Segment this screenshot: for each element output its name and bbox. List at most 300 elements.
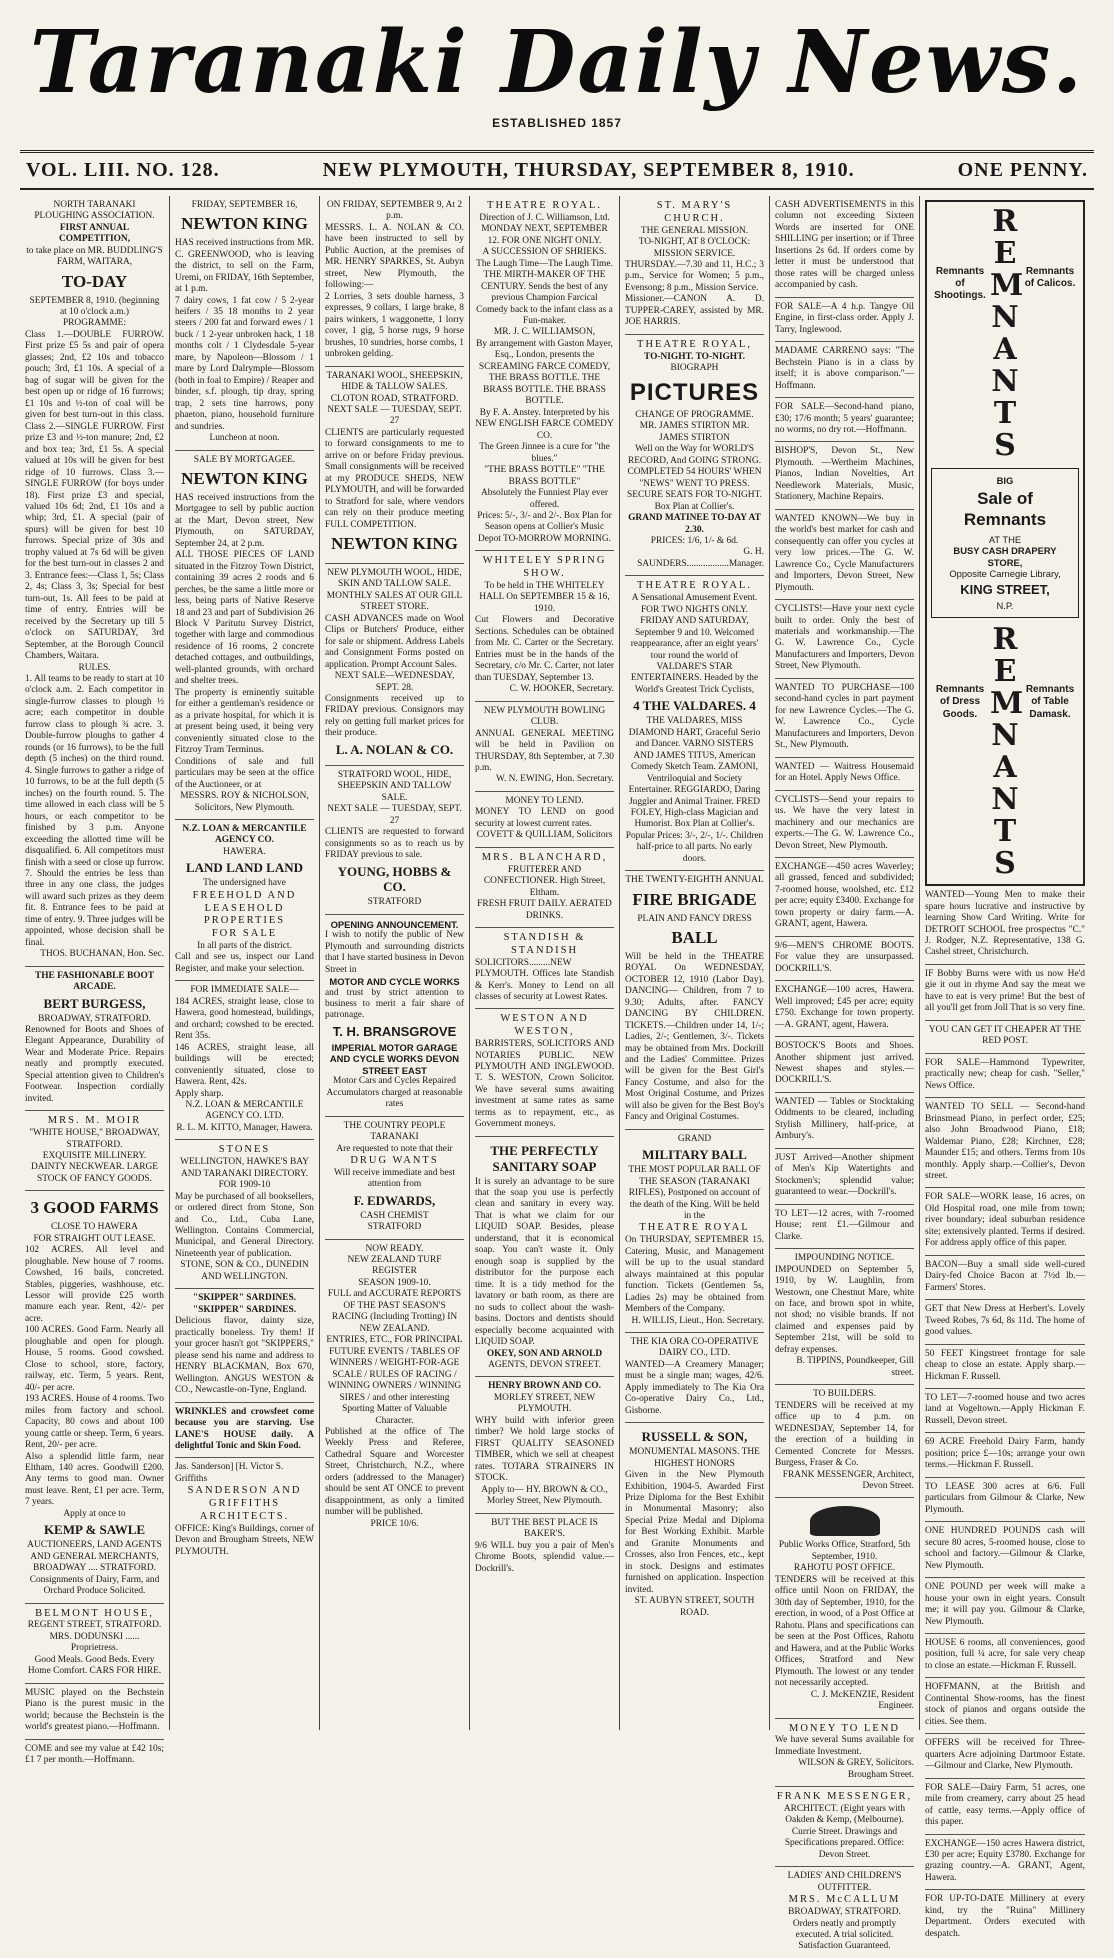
ad-title: THE BRASS BOTTLE. THE BRASS BOTTLE. THE BRASS BOTTLE. — [483, 373, 606, 407]
remnants-dress-goods: Remnants of Dress Goods. — [935, 684, 985, 720]
classified-ad: 9/6—MEN'S CHROME BOOTS. For value they are unsurpassed. DOCKRILL'S. — [775, 937, 914, 981]
architects-ad — [175, 1458, 314, 1563]
builders-tender-ad — [775, 1385, 914, 1498]
ad-date: FRIDAY, SEPTEMBER 16, — [191, 200, 298, 210]
ad-apply: Apply to— HY. BROWN & CO., Morley Street, New Plymouth. — [481, 1484, 608, 1507]
ad-programme: PROGRAMME: — [62, 318, 127, 329]
standish-ad — [475, 928, 614, 1009]
ad-heading: THE TWENTY-EIGHTH ANNUAL — [625, 875, 764, 886]
ad-body-3: Missioner.—CANON A. D. TUPPER-CAREY, assisted by MR. JOE HARRIS. — [625, 294, 764, 328]
ad-address: ST. AUBYN STREET, SOUTH ROAD. — [634, 1596, 755, 1618]
ad-body-2: Will receive immediate and best attention from — [334, 1167, 455, 1190]
classified-ad: FOR SALE—Second-hand piano, £30; 17/6 month; 5 years' guarantee; no worms, no dry rot.—Hoffmann. — [775, 398, 914, 442]
ad-subheading: TARANAKI — [370, 1132, 419, 1143]
ad-body: On THURSDAY, SEPTEMBER 15. Catering, Music, and Management will be up to the usual standard always maintained at this popular function. Tickets (Gentlemen 5s, Ladies 2s) may be obtained from Members of the Company. — [625, 1235, 764, 1315]
ad-rules-heading: RULES. — [78, 662, 111, 673]
remnants-bottom — [931, 624, 1079, 880]
ad-heading: Public Works Office, Stratford, 5th September, 1910. — [778, 1540, 911, 1562]
piano-ad: MUSIC played on the Bechstein Piano is the purest music in the world; because the Bechstein is the world's greatest piano.—Hoffmann. — [25, 1684, 164, 1740]
column-1 — [20, 196, 170, 1766]
ad-title: NEW ZEALAND TURF REGISTER — [347, 1254, 442, 1277]
ad-list: 7 dairy cows, 1 fat cow / 5 2-year heifers / 35 18 months to 2 year steers / 200 fat and forward ewes / 1 buck / 1 2-year unbroken hack, 1 18 months colt / 1 Clydesdale 5-year mare, by Napoleon—Blossom / 1 mare by Lord Dalrymple—Blossom (both in foal to Empire) / Reaper and binder, s.f. plough, tip dray, spring trap, 2 sets tine harrows, pony phaeton, piano, household furniture and sundries. — [175, 295, 314, 432]
ad-heading: "SKIPPER" SARDINES. "SKIPPER" SARDINES. — [192, 1293, 297, 1315]
farm-listing: 193 ACRES. House of 4 rooms. Two miles from factory and school. Capacity, 80 cows and about 100 young cattle or sheep. Term, 6 years. Rent, 20/- per acre. — [25, 1394, 164, 1451]
boot-arcade-ad — [25, 967, 164, 1112]
ad-body: It is surely an advantage to be sure that the soap you use is perfectly clean and sanitary in every way. That is what we claim for our LIQUID SOAP. Besides, please understand, that it is economical soap. You can't waste it. Only enough soap is supplied by the distributor for the purpose each time. It is a tidy method for the lavatory or bath room, as there are no suds to collect about the wash-basins. Doctors and dentists should especially become acquainted with LIQUID SOAP. — [475, 1176, 614, 1348]
newton-king-sale-ad — [175, 196, 314, 451]
classified-ad: WANTED — Waitress Housemaid for an Hotel. Apply News Office. — [775, 758, 914, 791]
ad-body: Delicious flavor, dainty size, practically boneless. Try them! If your grocer hasn't got "SKIPPERS," please send his name and address to HENRY BLACKMAN, Box 670, Wellington. ANGUS WESTON & CO., Newcastle-on-Tyne, England. — [175, 1316, 314, 1396]
ad-body: Are requested to note that their — [336, 1143, 453, 1154]
ad-presenter: MR. J. C. WILLIAMSON, — [493, 327, 596, 338]
ad-title: CASH CHEMIST — [360, 1210, 429, 1221]
ad-address: "WHITE HOUSE," BROADWAY, STRATFORD. — [29, 1128, 160, 1150]
ad-manager: R. L. M. KITTO, Manager, Hawera. — [176, 1122, 313, 1133]
ad-body: IMPOUNDED on September 5, 1910, by W. Laughlin, from Westown, one Chestnut Mare, white on face, and brown spot in white, not shod; no visible brands. If not claimed and expenses paid by September 21st, will be sold to defray expenses. — [775, 1264, 914, 1355]
ad-note: Luncheon at noon. — [209, 433, 280, 444]
place-date: NEW PLYMOUTH, THURSDAY, SEPTEMBER 8, 1910. — [322, 159, 855, 181]
classified-ad: JUST Arrived—Another shipment of Men's Kip Watertights and Stockmen's; splendid value; guaranteed to wear.—Dockrill's. — [775, 1149, 914, 1205]
ad-prices: PRICES: 1/6, 1/- & 6d. — [650, 535, 739, 546]
classified-notice: CASH ADVERTISEMENTS in this column not exceeding Sixteen Words are inserted for ONE SHILLING per insertion; or if Three Insertions 2s 6d. If orders come by letter it must be understood that those rates will be charged unless accompanied by cash. — [775, 196, 914, 298]
ad-body: Renowned for Boots and Shoes of Elegant Appearance, Durability of Wear and Moderate Price. Repairs neatly and promptly executed. Special attention given to Children's Footwear. Inspection cordially invited. — [25, 1025, 164, 1104]
column-3 — [320, 196, 470, 1730]
sale-store: BUSY CASH DRAPERY STORE, — [953, 545, 1057, 568]
ad-name: NEWTON KING — [331, 534, 458, 554]
ad-heading: IMPOUNDING NOTICE. — [794, 1253, 895, 1264]
ad-name: T. H. BRANSGROVE — [332, 1023, 457, 1039]
remnants-table-damask: Remnants of Table Damask. — [1025, 684, 1075, 720]
ad-heading: THE KIA ORA CO-OPERATIVE DAIRY CO., LTD. — [630, 1337, 759, 1359]
ad-body-3: The Green Jinnee is a cure for "the blues." — [479, 442, 610, 464]
ad-body: Given in the New Plymouth Exhibition, 1904-5. Awarded First Prize Diploma for the Best Exhibit in Monumental Masonry; also Special Prize Medal and Diploma for Best Working Exhibit. Marble and Granite Monuments and Crosses, also Iron Fences, etc., kept in stock. Designs and estimates furnished on application. Inspection invited. — [625, 1470, 764, 1595]
ad-heading: STRATFORD WOOL, HIDE, SHEEPSKIN AND TALLOW SALE. — [337, 769, 452, 803]
classified-ad: 69 ACRE Freehold Dairy Farm, handy position; price £—10s; arrange your own terms.—Hickman F. Russell. — [925, 1433, 1085, 1477]
ad-season: SEASON 1909-10. — [358, 1277, 431, 1288]
ad-venue: to take place on MR. BUDDLING'S FARM, WAITARA, — [26, 245, 163, 268]
ad-heading: LADIES' AND CHILDREN'S OUTFITTER. — [787, 1871, 902, 1893]
taranaki-wool-ad — [325, 367, 464, 564]
ad-signature: C. W. HOOKER, Secretary. — [509, 684, 614, 695]
classified-ad: FOR SALE—Dairy Farm, 51 acres, one mile from creamery, carry about 25 head of cattle, easy terms.—Apply office of this paper. — [925, 1779, 1085, 1835]
remnants-vertical-top: R E M N A N T S — [990, 204, 1024, 463]
classified-ad: WANTED—Young Men to make their spare hours lucrative and instructive by learning Show Card Writing. Write for DETROIT SCHOOL free prospectus "C." J. Rodger, N.Z. Representative, 138 G. Cashel street, Christchurch. — [925, 886, 1085, 965]
chemist-ad — [325, 1117, 464, 1240]
belmont-house-ad — [25, 1604, 164, 1684]
ad-firm: COVETT & QUILLIAM, Solicitors — [476, 830, 613, 841]
ad-firm: OKEY, SON AND ARNOLD — [486, 1348, 603, 1359]
ad-signature: G. H. SAUNDERS..................Manager. — [637, 547, 764, 569]
ad-body: HAS received instructions from the Mortgagee to sell by public auction at the Mart, Devon street, New Plymouth, on SATURDAY, September 24, at 2 p.m. — [175, 492, 314, 549]
ad-note: Consignments of Dairy, Farm, and Orchard Produce Solicited. — [29, 1574, 160, 1597]
ad-name: FRANK MESSENGER, — [776, 1791, 913, 1803]
ad-body: Class 1.—DOUBLE FURROW. First prize £5 5s and pair of opera glasses; 2nd, £2 10s and tobacco pouch; 3rd, £1 10s. A special of a bag of sugar will be given for the best open up or ridge of 16 furrows; £1 10s and ½-ton of coal will be given for best turn-out in this class. Class 2.—SINGLE FURROW. First prize £3 and ½-ton manure; 2nd, £2 and box tea; 3rd, £1 5s. A special valued at 10s will be given for best ridge of 10 furrows. Class 3.—SINGLE FURROW (for boys under 18). First prize £3 and special, valued 10s 6d; 2nd, £1 10s and a whip; 3rd, £1. A special (pair of spurs) will be given for best 10 furrows. Special prize of 30s and trophy valued at 7s 6d will be given for the best turn-out in classes 2 and 3. Entrance fees:—Class 1, 5s; Class 2, 4s; Class 3, 3s; Special for best turn-out, 1s. All fees to be paid at time of entry. Entries will be received by the Secretary up till 5 o'clock on SATURDAY, 3rd September, at the Borough Council Chambers, Waitara. — [25, 329, 164, 662]
ad-body: CASH ADVANCES made on Wool Clips or Butchers' Produce, either for sale or shipment. Address Labels and Consignment Forms posted on application. Prompt Account Sales. — [325, 613, 464, 670]
theatre-royal-pictures-ad — [625, 335, 764, 577]
ad-body: 9/6 WILL buy you a pair of Men's Chrome Boots, splendid value.—Dockrill's. — [475, 1540, 614, 1574]
ad-heading: ST. MARY'S CHURCH. — [656, 200, 733, 224]
ad-heading: THEATRE ROYAL, — [637, 338, 752, 350]
money-to-lend-ad-2 — [775, 1719, 914, 1788]
ad-title: MILITARY BALL — [642, 1147, 747, 1163]
ad-heading: STANDISH & STANDISH — [503, 931, 586, 956]
sardines-ad — [175, 1289, 314, 1402]
classified-ad: TO LET—7-roomed house and two acres land at Vogeltown.—Apply Hickman F. Russell, Devon street. — [925, 1389, 1085, 1433]
ad-signature: FRANK MESSENGER, Architect, Devon Street. — [782, 1469, 914, 1491]
ad-body-4: Absolutely the Funniest Play ever offered. — [480, 488, 609, 510]
impounding-notice — [775, 1249, 914, 1385]
classified-ad: 50 FEET Kingstreet frontage for sale cheap to close an estate. Apply sharp.—Hickman F. Russell. — [925, 1345, 1085, 1389]
ad-list: ENTRIES, ETC., FOR PRINCIPAL FUTURE EVENTS / TABLES OF WINNERS / WEIGHT-FOR-AGE SCALE / RULES OF RACING / WINNING OWNERS / WINNING SIRES / and other interesting Sporting Matter of Valuable Character. — [326, 1335, 463, 1426]
classified-ad: ONE HUNDRED POUNDS cash will secure 80 acres, 5-roomed house, close to school and factory.—Gilmour & Clarke, New Plymouth. — [925, 1522, 1085, 1578]
weston-ad — [475, 1009, 614, 1136]
wrinkles-ad: WRINKLES and crowsfeet come because you are starving. Use LANE'S HOUSE daily. A delightful Tonic and Skin Food. — [175, 1403, 314, 1459]
classified-ad: IF Bobby Burns were with us now He'd gie it out in rhyme And say the meat we have to eat is very prime! But the best of all you'll get from Joll That is so very fine. — [925, 965, 1085, 1021]
ad-heading: N.Z. LOAN & MERCANTILE AGENCY CO. — [182, 823, 307, 846]
ad-subheading: WELLINGTON, HAWKE'S BAY AND TARANAKI DIRECTORY. FOR 1909-10 — [180, 1157, 309, 1191]
ad-name: RUSSELL & SON, — [641, 1429, 748, 1445]
loan-agency-ad — [175, 820, 314, 981]
classified-ad: FOR SALE—Hammond Typewriter, practically new; cheap for cash. "Seller," News Office. — [925, 1054, 1085, 1098]
bowling-club-ad — [475, 702, 614, 792]
sale-street: KING STREET, — [960, 581, 1050, 597]
ad-signature: B. TIPPINS, Poundkeeper, Gill street. — [796, 1356, 914, 1378]
ad-body-2: THE VALDARES, MISS DIAMOND HART, Graceful Serio and Dancer. VARNO SISTERS AND JAMES TITUS, American Comedy Sketch Team. ZAMONI, Ventriloquial and Society Entertainer. REGGIARDO, Daring Juggler and Animal Trainer. FRED FOLEY, High-class Magician and Humorist. Box Plan at Collier's. Popular Prices: 3/-, 2/-, 1/-. Children half-price to all parts. No early doors. — [625, 716, 764, 864]
column-4 — [470, 196, 620, 1730]
ad-body: A Sensational Amusement Event. FOR TWO NIGHTS ONLY. FRIDAY AND SATURDAY, September 9 and 10. Welcomed reappearance, after an eight years' tour round the world of VALDARE'S STAR ENTERTAINERS. Headed by the World's Greatest Trick Cyclists, — [630, 593, 759, 695]
ad-date: SEPTEMBER 8, 1910. (beginning at 10 o'clock a.m.) — [29, 295, 160, 318]
ad-body: BARRISTERS, SOLICITORS AND NOTARIES PUBLIC. NEW PLYMOUTH AND INGLEWOOD. T. S. WESTON, Crown Solicitor. We have several sums awaiting investment at same rates as same terms as to repayment, etc., as Government moneys. — [475, 1039, 614, 1130]
ad-firm-details: AUCTIONEERS, LAND AGENTS AND GENERAL MERCHANTS, BROADWAY .... STRATFORD. — [27, 1540, 162, 1574]
ad-title: RAHOTU POST OFFICE. — [793, 1563, 896, 1574]
ad-heading: NOW READY. — [365, 1243, 424, 1254]
ad-body: TENDERS will be received at this office until Noon on FRIDAY, the 30th day of September, 1910, for the erection, in wood, of a Post Office at Rahotu. Plans and specifications can be seen at the Post Offices, Rahotu and Hawera, and at the Public Works Offices, Stratford and New Plymouth. The lowest or any tender not necessarily accepted. — [775, 1574, 914, 1689]
ad-list: 2 Lorries, 3 sets double harness, 3 expresses, 9 collars, 1 large brake, 8 pairs winkers, 1 waggonette, 1 lorry cover, 1 gig, 5 horse rugs, 9 horse brushes, 10 sundries, horse combs, 1 unbroken gelding. — [325, 291, 464, 360]
ad-price: PRICE 10/6. — [370, 1518, 419, 1529]
motor-works-ad — [325, 915, 464, 1117]
ad-works: MOTOR AND CYCLE WORKS — [329, 976, 460, 988]
ad-body-3: The property is eminently suitable for either a gentleman's residence or as a private hospital, for which it is at present being used, it being very conveniently situated close to the Fitzroy Tram Terminus. — [175, 687, 314, 756]
post-office-tender-ad — [775, 1498, 914, 1718]
classified-ad: FOR UP-TO-DATE Millinery at every kind, try the "Ruina" Millinery Department. Orders executed with despatch. — [925, 1894, 1085, 1939]
ad-body-4: Conditions of sale and full particulars may be seen at the office of the Auctioneer, or at — [175, 756, 314, 790]
ad-name: MRS. McCALLUM — [788, 1894, 901, 1906]
classified-ad: TO LEASE 300 acres at 6/6. Full particulars from Gilmour & Clarke, New Plymouth. — [925, 1478, 1085, 1522]
millinery-ad — [25, 1111, 164, 1191]
ad-author: By F. A. Anstey. Interpreted by his NEW ENGLISH FARCE COMEDY CO. — [475, 407, 614, 441]
theatre-royal-brass-bottle-ad — [475, 196, 614, 551]
ad-body-2: Call and see us, inspect our Land Register, and make your selection. — [175, 952, 314, 974]
classified-ad: ONE POUND per week will make a house your own in eight years. Consult me; it will pay you. Gilmour & Clarke, New Plymouth. — [925, 1578, 1085, 1634]
ad-subheading: CLOTON ROAD, STRATFORD. NEXT SALE — TUESDAY, SEPT. 27 — [327, 393, 462, 427]
ad-rules: 1. All teams to be ready to start at 10 o'clock a.m. 2. Each competitor in single-furrow classes to plough ½ acre; each competitor in double furrow class to plough ¾ acre. 3. Double-furrow ploughs to gather 4 rounds (or 16 furrows), to be the full depth (5 inches) on the third round. 4. Single furrows to gather a ridge of 10 furrows, to be at the full depth (5 inches) on the fourth round. 5. The time allowed in each class will be 5 hours, or each competitor to be finished by 3 p.m. Anyone exceeding the allotted time will be disqualified. 6. All competitors must finish with a seed or close up furrow. 7. Should the entries be less than three in any one class, the judges will award such prizes as they deem fit. 8. Entrance fees to be paid at time of entry. 9. Three judges will be appointed, whose decision shall be final. — [25, 674, 164, 948]
remnants-ad — [925, 200, 1085, 886]
ad-address: REGENT STREET, STRATFORD. — [27, 1620, 162, 1631]
ad-heading: TARANAKI WOOL, SHEEPSKIN, HIDE & TALLOW SALES. — [326, 370, 463, 393]
classified-ad: HOUSE 6 rooms, all conveniences, good position, full ¼ acre, for sale very cheap to close an estate.—Hickman F. Russell. — [925, 1634, 1085, 1678]
ad-venue: THEATRE ROYAL — [639, 1222, 750, 1234]
ad-signature: THOS. BUCHANAN, Hon. Sec. — [40, 949, 164, 960]
turf-register-ad — [325, 1240, 464, 1536]
ad-body-2: Well on the Way for WORLD'S RECORD, And GOING STRONG. COMPLETED 54 HOURS' WHEN "NEWS" WENT TO PRESS. SECURE SEATS FOR TO-NIGHT. Box Plan at Collier's. — [627, 444, 762, 512]
piano-ad-2: COME and see my value at £42 10s; £1 7 per month.—Hoffmann. — [25, 1743, 164, 1766]
ad-land: LAND LAND LAND — [185, 860, 303, 876]
ad-subheading: FIRST ANNUAL COMPETITION, — [58, 222, 131, 245]
ad-body: OFFICE: King's Buildings, corner of Devon and Brougham Streets, NEW PLYMOUTH. — [175, 1523, 314, 1557]
ad-name: MRS. BLANCHARD, — [481, 851, 608, 863]
big-sale-box — [931, 468, 1079, 618]
ad-body-2: By arrangement with Gaston Mayer, Esq., London, presents the SCREAMING FARCE COMEDY, — [476, 338, 613, 372]
blanchard-ad — [475, 848, 614, 928]
ad-heading: NEW PLYMOUTH BOWLING CLUB. — [483, 705, 606, 728]
ad-firm: YOUNG, HOBBS & CO. — [337, 863, 452, 895]
farm-listing: 100 ACRES. Good Farm. Nearly all ploughable and open for plough. House, 5 rooms. Good cowshed. Close to school, store, factory, railway, etc. Term, 5 years. Rent, 40/- per acre. — [25, 1325, 164, 1393]
ad-subheading: PLAIN AND FANCY DRESS — [637, 913, 752, 924]
ad-heading: NORTH TARANAKI PLOUGHING ASSOCIATION. — [34, 200, 155, 222]
ad-place: STRATFORD — [367, 897, 422, 908]
ad-firm: N.Z. LOAN & MERCANTILE AGENCY CO. LTD. — [185, 1099, 304, 1122]
ad-body-2: ALL THOSE PIECES OF LAND situated in the Fitzroy Town District, containing 39 acres 2 roods and 6 perches, be the same a little more or less, being parts of Native Reserve 18 and 23 and part of Subdivision 26 Block V Paritutu Survey District, together with large and commodious residence of 16 rooms, 2 concrete detached cottages, and outbuildings, well-planted grounds, with orchard and shelter trees. — [175, 550, 314, 687]
ad-properties: FREEHOLD AND LEASEHOLD PROPERTIES — [192, 889, 297, 927]
ad-heading: THE FASHIONABLE BOOT ARCADE. — [34, 970, 155, 993]
classified-ad: EXCHANGE—450 acres Waverley; all grassed, fenced and subdivided; 7-roomed house, woolshed, etc. £12 per acre; equity £3400. Exchange for town property or dairy farm.—A. GRANT, agent, Hawera. — [775, 858, 914, 937]
ad-subheading-2: FOR STRAIGHT OUT LEASE. — [33, 1233, 156, 1244]
ad-name: BELMONT HOUSE, — [35, 1607, 154, 1619]
classified-ad: CYCLISTS!—Have your next cycle built to order. Only the best of materials and workmanship.—The G. W. Lawrence Co., Cycle Manufacturers and Importers, Devon Street, New Plymouth. — [775, 600, 914, 679]
immediate-sale-ad — [175, 981, 314, 1140]
established-line: ESTABLISHED 1857 — [492, 116, 622, 130]
ad-subheading: HAWERA. — [223, 846, 266, 857]
column-2 — [170, 196, 320, 1730]
ad-matinee: GRAND MATINEE TO-DAY AT 2.30. — [628, 513, 761, 535]
ad-heading: THEATRE ROYAL. — [637, 580, 752, 592]
spring-show-ad — [475, 551, 614, 701]
ad-body: FRESH FRUIT DAILY. AERATED DRINKS. — [477, 899, 612, 921]
sale-opposite: Opposite Carnegie Library, — [949, 568, 1061, 580]
classified-ad: EXCHANGE—100 acres, Hawera. Well improved; £45 per acre; equity £750. Exchange for town property.—A. GRANT, agent, Hawera. — [775, 981, 914, 1037]
ad-subheading: THE MOST POPULAR BALL OF THE SEASON (TARANAKI RIFLES), Postponed on account of the death of the King. Will be held in the — [628, 1165, 761, 1221]
ad-name: MRS. M. MOIR — [47, 1115, 142, 1127]
ad-name: NEWTON KING — [181, 214, 308, 234]
theatre-royal-valdares-ad — [625, 576, 764, 871]
remnants-vertical-bottom: R E M N A N T S — [990, 622, 1024, 882]
ad-body: BROADWAY, STRATFORD. Orders neatly and promptly executed. A trial solicited. Satisfaction Guaranteed. — [788, 1907, 901, 1952]
ad-names: MR. JAMES STIRTON MR. JAMES STIRTON — [639, 421, 750, 443]
dairy-co-ad — [625, 1333, 764, 1423]
farm-listing: 184 ACRES, straight lease, close to Hawera, good homestead, buildings, and orchard; cowshed to be erected. Rent 35s. — [175, 996, 314, 1042]
ad-note-2: Accumulators charged at reasonable rates — [326, 1087, 463, 1110]
ad-name: F. EDWARDS, — [353, 1192, 436, 1208]
classified-ad: FOR SALE—WORK lease, 16 acres, on Old Hospital road, one mile from town; river boundary; ideal suburban residence site; extensively planted. Terms if desired. For address apply office of this paper. — [925, 1188, 1085, 1255]
ad-body: ARCHITECT. (Eight years with Oakden & Kemp, (Melbourne). Currie Street. Drawings and Specifications prepared. Office: Devon Street. — [783, 1803, 906, 1860]
ad-signature: MESSRS. ROY & NICHOLSON, Solicitors, New Plymouth. — [180, 791, 309, 813]
ad-place: STRATFORD — [367, 1222, 422, 1233]
classified-ad: WANTED TO SELL — Second-hand Brinsmead Piano, in perfect order, £25; also John Broadwood Piano, £18; Waldemar Piano, £28; Kirchner, £28; Maunder £15; and others. Terms from 10s monthly. Apply sharp.—Collier's, Devon street. — [925, 1098, 1085, 1188]
ad-date: ON FRIDAY, SEPTEMBER 9, At 2 p.m. — [326, 200, 463, 222]
remnants-calicos: Remnants of Calicos. — [1024, 266, 1076, 290]
ad-body: CLIENTS are requested to forward consignments so as to reach us by FRIDAY previous to sale. — [325, 827, 464, 861]
farm-listing: 146 ACRES, straight lease, all buildings will be erected; conveniently situated, close to Hawera. Rent, 42s. — [175, 1042, 314, 1088]
classified-ad: FOR SALE—A 4 h.p. Tangye Oil Engine, in first-class order. Apply J. Tarry, Inglewood. — [775, 298, 914, 342]
ad-heading: WHITELEY SPRING SHOW. — [482, 555, 607, 580]
ad-firm: STONE, SON & CO., DUNEDIN AND WELLINGTON. — [180, 1260, 309, 1282]
ad-today: TO-DAY — [61, 271, 128, 291]
classified-ad: WANTED KNOWN—We buy in the world's best market for cash and consequently can offer you cycles at very low prices.—The G. W. Lawrence Co., Cycle Manufacturers and Importers, Devon Street, New Plymouth. — [775, 510, 914, 600]
ad-subheading: IMPERIAL MOTOR GARAGE AND CYCLE WORKS DEVON STREET EAST — [329, 1041, 460, 1076]
ad-body: MONEY TO LEND on good security at lowest current rates. — [475, 807, 614, 829]
ad-body: TO-NIGHT, AT 8 O'CLOCK: MISSION SERVICE. — [638, 237, 751, 259]
ad-subheading: FRUITERER AND CONFECTIONER. High Street, Eltham. — [483, 864, 606, 898]
ad-heading: SALE BY MORTGAGEE. — [193, 454, 296, 465]
ad-body-2: Published at the office of The Weekly Press and Referee, Cathedral Square and Worcester Street, Christchurch, N.Z., where orders (addressed to the Manager) should be sent AT ONCE to prevent disappointment, as only a limited number will be published. — [325, 1427, 464, 1518]
ad-body: I wish to notify the public of New Plymouth and surrounding districts that I have started business in Devon Street in — [325, 930, 464, 975]
ad-apply: Apply at once to — [63, 1508, 126, 1519]
ad-name: HENRY BROWN AND CO. — [488, 1381, 601, 1392]
coat-of-arms-icon — [810, 1506, 880, 1536]
classified-ad: GET that New Dress at Herbert's. Lovely Tweed Robes, 7s 6d, 8s 11d. The home of good values. — [925, 1300, 1085, 1344]
ad-firm: KEMP & SAWLE — [43, 1522, 146, 1538]
ad-title: 4 THE VALDARES. 4 — [633, 698, 756, 714]
architect-ad — [775, 1787, 914, 1867]
ad-signature: C. J. McKENZIE, Resident Engineer. — [810, 1689, 914, 1712]
ad-name: BERT BURGESS, — [43, 995, 146, 1011]
ad-body-2: and trust by strict attention to business to merit a fair share of patronage. — [325, 987, 464, 1021]
remnants-shootings: Remnants of Shootings. — [934, 266, 986, 302]
ad-body: EXQUISITE MILLINERY. DAINTY NECKWEAR. LARGE STOCK OF FANCY GOODS. — [31, 1151, 158, 1184]
ad-body: We have several Sums available for Immediate Investment. — [775, 1735, 914, 1757]
ad-next-sale: NEXT SALE—WEDNESDAY, SEPT. 28. — [334, 671, 455, 693]
ad-apply: Apply sharp. — [175, 1088, 224, 1099]
ad-heading: GRAND — [677, 1133, 712, 1144]
ad-firm: L. A. NOLAN & CO. — [335, 741, 454, 757]
ad-name: NEWTON KING — [181, 469, 308, 489]
ad-heading: THEATRE ROYAL. — [487, 200, 602, 211]
ad-proprietor: MRS. DODUNSKI ...... Proprietress. — [49, 1631, 140, 1654]
farm-listing: Also a splendid little farm, near Eltham, 140 acres. Goodwill £200. Any terms to good man. Owner must leave. Rent, £1 per acre. Term, 7 years. — [25, 1451, 164, 1508]
directory-ad — [175, 1140, 314, 1289]
price: ONE PENNY. — [957, 159, 1088, 181]
outfitter-ad — [775, 1867, 914, 1958]
ad-body: ANNUAL GENERAL MEETING will be held in Pavilion on THURSDAY, 8th September, at 7.30 p.m. — [475, 728, 614, 774]
classified-ad: MADAME CARRENO says: "The Bechstein Piano is in a class by itself; it is above comparison."—Hoffmann. — [775, 342, 914, 398]
ad-names: Jas. Sanderson] [H. Victor S. Griffiths — [175, 1462, 284, 1484]
volume-number: VOL. LIII. NO. 128. — [26, 159, 220, 181]
farms-ad — [25, 1191, 164, 1603]
ad-pictures: PICTURES — [629, 378, 760, 406]
ad-heading: NEW PLYMOUTH WOOL, HIDE, SKIN AND TALLOW SALE. — [327, 567, 462, 590]
classified-ad: BACON—Buy a small side well-cured Dairy-fed Choice Bacon at 7½d lb.—Farmers' Stores. — [925, 1256, 1085, 1300]
ad-for-sale: FOR SALE — [211, 928, 278, 940]
ad-body: TENDERS will be received at my office up to 4 p.m. on WEDNESDAY, September 14, for the erection of a building in Cemented Concrete for Messrs. Burgess, Fraser & Co. — [775, 1400, 914, 1469]
sale-np: N.P. — [996, 599, 1014, 611]
ad-body: HAS received instructions from MR. C. GREENWOOD, who is leaving the district, to sell on the Farm, Uremi, on FRIDAY, 16th September, at 1 p.m. — [175, 238, 314, 295]
ad-note: Motor Cars and Cycles Repaired — [333, 1076, 456, 1087]
monumental-masons-ad — [625, 1423, 764, 1624]
ad-subheading: THE GENERAL MISSION. — [640, 225, 749, 236]
ad-heading: TO BUILDERS. — [813, 1389, 876, 1400]
ad-biograph: BIOGRAPH — [670, 363, 719, 374]
nolan-auction-ad — [325, 196, 464, 367]
stratford-wool-ad — [325, 766, 464, 915]
st-marys-church-ad — [625, 196, 764, 335]
ad-heading: MONEY TO LEND — [789, 1722, 900, 1734]
mortgagee-sale-ad — [175, 451, 314, 820]
ad-subheading: CLOSE TO HAWERA — [51, 1222, 138, 1233]
bakers-ad — [475, 1514, 614, 1580]
classified-ad: YOU CAN GET IT CHEAPER AT THE RED POST. — [925, 1021, 1085, 1054]
ad-body: To be held in THE WHITELEY HALL On SEPTEMBER 15 & 16, 1910. — [479, 580, 610, 614]
classified-ad: OFFERS will be received for Three-quarters Acre adjoining Dartmoor Estate.—Gilmour and Clarke, New Plymouth. — [925, 1734, 1085, 1778]
farm-listing: 102 ACRES. All level and ploughable. New house of 7 rooms. Cowshed, 16 bails, concreted. Stables, piggeries, washhouse, etc. Lessor will provide £25 worth manure each year. Rent, 42/- per acre. — [25, 1245, 164, 1324]
classified-ad: WANTED — Tables or Stocktaking Oddments to be cleared, including Stylish Millinery, half-price, at Ambury's. — [775, 1093, 914, 1149]
ad-body: SOLICITORS.........NEW PLYMOUTH. Offices late Standish & Kerr's. Money to Lend on all classes of security at Lowest Rates. — [475, 957, 614, 1002]
classified-ad: BISHOP'S, Devon St., New Plymouth. —Wertheim Machines, Pianos, Indian Novelties, Art Needlework Materials, Music, Stationery, Machine Repairs. — [775, 442, 914, 509]
ad-body: FULL and ACCURATE REPORTS OF THE PAST SEASON'S RACING (Including Trotting) IN NEW ZEALAND. — [327, 1289, 462, 1334]
ad-direction: Direction of J. C. Williamson, Ltd. — [479, 212, 610, 223]
ad-body-2: THURSDAY.—7.30 and 11, H.C.; 3 p.m., Service for Women; 5 p.m., Evensong; 8 p.m., Mission Service. — [625, 260, 764, 293]
fire-brigade-ball-ad — [625, 871, 764, 1129]
ad-date: MONDAY NEXT, SEPTEMBER 12. FOR ONE NIGHT ONLY. — [481, 224, 608, 246]
ad-ball: BALL — [671, 928, 718, 948]
sale-big: BIG — [996, 475, 1014, 486]
ad-note: In all parts of the district. — [197, 940, 292, 951]
dateline — [20, 150, 1094, 190]
column-7 — [920, 196, 1090, 1939]
ad-address: MORLEY STREET, NEW PLYMOUTH. — [493, 1392, 596, 1415]
classified-ad: HOFFMANN, at the British and Continental Show-rooms, has the finest stock of pianos and organs outside the cities. See them. — [925, 1678, 1085, 1734]
ad-heading: THE COUNTRY PEOPLE — [343, 1120, 446, 1131]
ploughing-ad — [25, 196, 164, 967]
ad-body: A SUCCESSION OF SHRIEKS. The Laugh Time—The Laugh Time. THE MIRTH-MAKER OF THE CENTURY. Sends the best of any previous Champion Farcical Comedy back to the infant class as a Fun-maker. — [476, 247, 613, 327]
ad-signature: H. WILLIS, Lieut., Hon. Secretary. — [631, 1315, 764, 1326]
ad-body: Good Meals. Good Beds. Every Home Comfort. CARS FOR HIRE. — [27, 1654, 162, 1677]
column-6 — [770, 196, 920, 1952]
ad-heading: MONEY TO LEND. — [505, 795, 584, 806]
ad-heading: STONES — [218, 1144, 271, 1156]
sale-at: AT THE — [988, 533, 1022, 545]
ad-heading: WESTON AND WESTON, — [500, 1013, 589, 1038]
sale-title: Sale of Remnants — [963, 489, 1047, 530]
columns — [20, 196, 1094, 1952]
ad-body: WANTED—A Creamery Manager; must be a single man; wages, 42/6. Apply immediately to The Kia Ora Co-operative Dairy Co., Ltd., Gisborne. — [625, 1359, 764, 1416]
classified-ad: TO LET—12 acres, with 7-roomed House; rent £1.—Gilmour and Clarke. — [775, 1205, 914, 1249]
ad-body: WHY build with inferior green timber? We hold large stocks of FIRST QUALITY SEASONED TIMBER, which we sell at cheapest rates. TOTARA STRAINERS IN STOCK. — [475, 1415, 614, 1484]
masthead — [20, 8, 1094, 143]
ad-body: CHANGE OF PROGRAMME. — [635, 409, 754, 420]
np-wool-ad — [325, 564, 464, 766]
classified-ad: WANTED TO PURCHASE—100 second-hand cycles in part payment for new Lawrence Cycles.—The G. W. Lawrence Co., Cycle Manufacturers and Importers, Devon St., New Plymouth. — [775, 679, 914, 758]
money-to-lend-ad — [475, 792, 614, 848]
ad-body: Will be held in the THEATRE ROYAL On WEDNESDAY, OCTOBER 12, 1910 (Labor Day). DANCING— Children, from 7 to 9.30; Adults, after. FANCY DANCING BY CHILDREN. TICKETS.—Children under 14, 1/-; Ladies, 2/-; Gentlemen, 3/-. Tickets may be obtained from Mrs. Dockrill and the Ladies' Committee. Prizes will be given for the Best Girl's Fancy Costume, and also for the Most Original Costume, and Prizes will also be given for the Best Boy's Fancy and Original Costumes. — [625, 951, 764, 1123]
remnants-top — [931, 206, 1079, 462]
ad-drug-wants: DRUG WANTS — [350, 1154, 439, 1166]
ad-tonight: TO-NIGHT. TO-NIGHT. — [644, 351, 745, 362]
ad-heading: THE PERFECTLY SANITARY SOAP — [490, 1142, 599, 1174]
timber-ad — [475, 1377, 614, 1513]
ad-title: FIRE BRIGADE — [632, 889, 757, 909]
ad-body: CLIENTS are particularly requested to forward consignments to me to arrive on or before Friday previous. Small consignments will be received at my PRODUCE SHEDS, NEW PLYMOUTH, and will be forwarded to Stratford for sale, where vendors can rely on their produce meeting FULL COMPETITION. — [325, 427, 464, 530]
ad-body: May be purchased of all booksellers, or ordered direct from Stone, Son and Co., Ltd., Cuba Lane, Wellington. Contains Commercial, Municipal, and General Directory. Nineteenth year of publication. — [175, 1191, 314, 1259]
ad-prices: Prices: 5/-, 3/- and 2/-. Box Plan for Season opens at Collier's Music Depot TO-MORROW MORNING. — [477, 510, 612, 544]
classified-ad: EXCHANGE—150 acres Hawera district, £30 per acre; Equity £3780. Exchange for grazing country.—A. GRANT, Agent, Hawera. — [925, 1835, 1085, 1891]
classified-ad: BOSTOCK'S Boots and Shoes. Another shipment just arrived. Newest shapes and styles.—DOCKRILL'S. — [775, 1037, 914, 1093]
ad-subheading: AGENTS, DEVON STREET. — [488, 1360, 601, 1370]
ad-heading: FOR IMMEDIATE SALE— — [190, 985, 299, 996]
ad-signature: WILSON & GREY, Solicitors. Brougham Street. — [798, 1758, 914, 1780]
ad-heading: 3 GOOD FARMS — [30, 1198, 159, 1218]
ad-subheading: MONUMENTAL MASONS. THE HIGHEST HONORS — [629, 1447, 760, 1469]
ad-heading: OPENING ANNOUNCEMENT. — [330, 918, 459, 930]
